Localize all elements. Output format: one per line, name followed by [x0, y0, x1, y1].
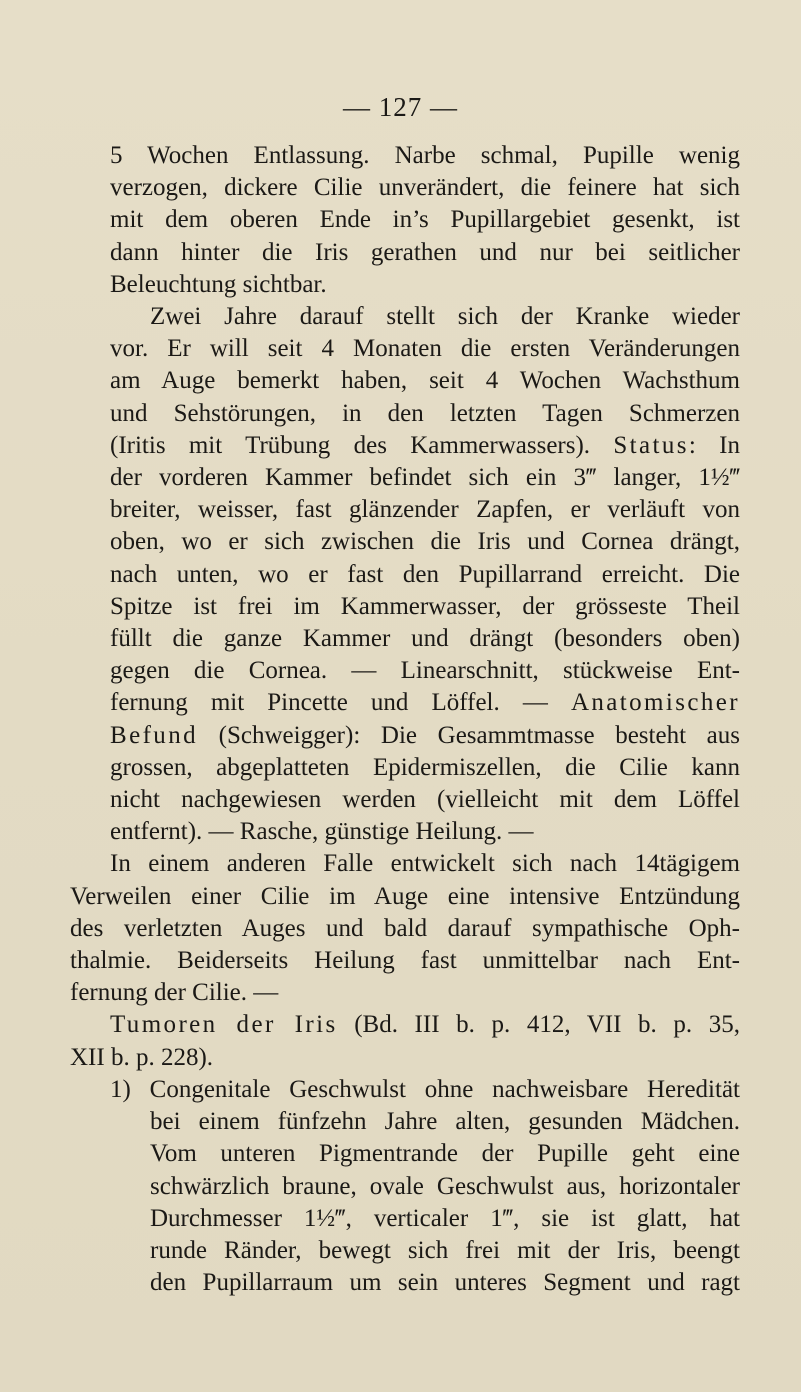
text-line: fernung mit Pincette und Löffel. — Anatomischer — [110, 689, 740, 717]
paragraph-case-return — [70, 301, 740, 848]
text-line: bei einem fünfzehn Jahre alten, gesunden Mädchen. — [150, 1108, 740, 1136]
text-line: In einem anderen Falle entwickelt sich nach 14tägigem — [110, 850, 740, 878]
text-line: und Sehstörungen, in den letzten Tagen Schmerzen — [110, 399, 740, 427]
text-line: grossen, abgeplatteten Epidermiszellen, die Cilie kann — [110, 753, 740, 781]
text-line: nach unten, wo er fast den Pupillarrand erreicht. Die — [110, 560, 740, 588]
text-line: verzogen, dickere Cilie unverändert, die feinere hat sich — [110, 174, 740, 202]
text-line: Verweilen einer Cilie im Auge eine intensive Entzündung — [70, 882, 740, 910]
text-line: dann hinter die Iris gerathen und nur bei seitlicher — [110, 238, 740, 266]
text-line: schwärzlich braune, ovale Geschwulst aus, horizontaler — [150, 1172, 740, 1200]
text-line: XII b. p. 228). — [70, 1043, 214, 1071]
text-line: Beleuchtung sichtbar. — [110, 270, 327, 298]
text-line: füllt die ganze Kammer und drängt (besonders oben) — [110, 625, 740, 653]
text-line: vor. Er will seit 4 Monaten die ersten Veränderungen — [110, 335, 740, 363]
text-line: Vom unteren Pigmentrande der Pupille geht eine — [150, 1140, 740, 1168]
text-line: Durchmesser 1½‴, verticaler 1‴, sie ist glatt, hat — [150, 1204, 740, 1232]
text-line: mit dem oberen Ende in’s Pupillargebiet gesenkt, ist — [110, 206, 740, 234]
text-line: der vorderen Kammer befindet sich ein 3‴ langer, 1½‴ — [110, 464, 740, 492]
text-line: breiter, weisser, fast glänzender Zapfen, er verläuft von — [110, 496, 740, 524]
body-text — [70, 140, 740, 1299]
text-line: Befund (Schweigger): Die Gesammtmasse besteht aus — [110, 721, 740, 749]
text-line: 1) Congenitale Geschwulst ohne nachweisbare Heredität — [110, 1075, 740, 1103]
text-line: oben, wo er sich zwischen die Iris und Cornea drängt, — [110, 528, 740, 556]
text-line: Tumoren der Iris (Bd. III b. p. 412, VII b. p. 35, — [110, 1011, 740, 1039]
text-line: 5 Wochen Entlassung. Narbe schmal, Pupille wenig — [110, 142, 740, 169]
text-line: am Auge bemerkt haben, seit 4 Wochen Wachsthum — [110, 367, 740, 395]
paragraph-iris-tumors-heading — [70, 1009, 740, 1073]
paragraph-congenital-tumor — [70, 1074, 740, 1299]
paragraph-cilia-inflammation — [70, 848, 740, 1009]
text-line: des verletzten Auges und bald darauf sympathische Oph- — [70, 914, 740, 942]
text-line: (Iritis mit Trübung des Kammerwassers). Status: In — [110, 431, 740, 459]
text-line: thalmie. Beiderseits Heilung fast unmittelbar nach Ent- — [70, 947, 740, 975]
text-line: nicht nachgewiesen werden (vielleicht mit dem Löffel — [110, 786, 740, 814]
page-number: — 127 — — [343, 92, 458, 122]
text-line: Zwei Jahre darauf stellt sich der Kranke wieder — [150, 303, 740, 331]
text-line: den Pupillarraum um sein unteres Segment und ragt — [150, 1269, 740, 1297]
text-line: gegen die Cornea. — Linearschnitt, stückweise Ent- — [110, 657, 740, 685]
text-line: entfernt). — Rasche, günstige Heilung. — — [110, 818, 534, 846]
paragraph-case-discharge — [70, 140, 740, 301]
text-line: runde Ränder, bewegt sich frei mit der Iris, beengt — [150, 1236, 740, 1264]
text-line: fernung der Cilie. — — [70, 979, 279, 1007]
text-line: Spitze ist frei im Kammerwasser, der grösseste Theil — [110, 592, 740, 620]
